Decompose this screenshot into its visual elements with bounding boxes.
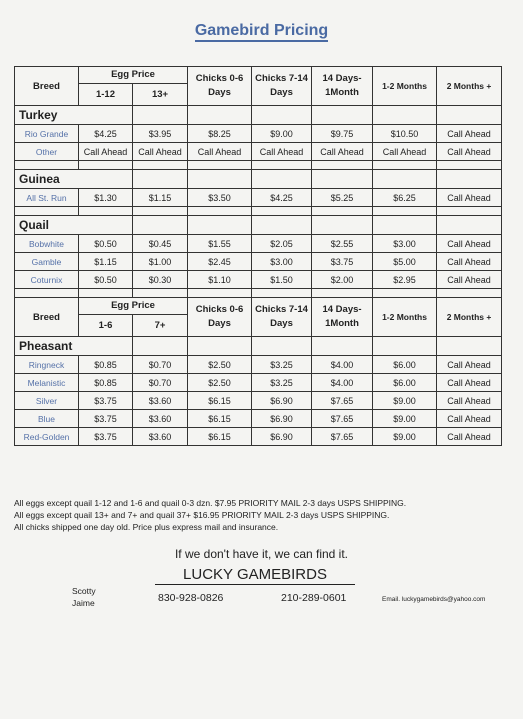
- price-cell: $5.25: [312, 189, 373, 207]
- spacer-row: [15, 161, 502, 170]
- spacer-row: [15, 289, 502, 298]
- breed-name: Red-Golden: [15, 428, 79, 446]
- empty-cell: [373, 161, 437, 170]
- column-header: 14 Days-1Month: [312, 67, 373, 106]
- price-cell: Call Ahead: [312, 143, 373, 161]
- price-cell: $2.00: [312, 271, 373, 289]
- header-row: [15, 67, 502, 84]
- table-row: [15, 271, 502, 289]
- empty-cell: [252, 207, 312, 216]
- section-title: Turkey: [15, 106, 133, 125]
- egg-price-header: Egg Price: [79, 67, 188, 84]
- price-cell: $3.00: [252, 253, 312, 271]
- price-cell: $1.55: [188, 235, 252, 253]
- empty-cell: [252, 289, 312, 298]
- empty-cell: [79, 161, 133, 170]
- contact-name: Jaime: [72, 598, 95, 608]
- empty-cell: [252, 161, 312, 170]
- empty-cell: [252, 106, 312, 125]
- price-cell: $0.70: [133, 356, 188, 374]
- price-cell: $3.00: [373, 235, 437, 253]
- empty-cell: [373, 216, 437, 235]
- price-cell: $2.45: [188, 253, 252, 271]
- empty-cell: [133, 170, 188, 189]
- breed-name: Melanistic: [15, 374, 79, 392]
- price-cell: $7.65: [312, 392, 373, 410]
- price-cell: Call Ahead: [373, 143, 437, 161]
- price-cell: $2.05: [252, 235, 312, 253]
- spacer-row: [15, 207, 502, 216]
- price-cell: $0.85: [79, 356, 133, 374]
- shipping-notes: [14, 497, 406, 533]
- empty-cell: [437, 161, 502, 170]
- price-cell: $3.75: [79, 392, 133, 410]
- price-cell: $4.00: [312, 374, 373, 392]
- phone-number: 210-289-0601: [281, 592, 347, 604]
- column-header: Chicks 7-14 Days: [252, 298, 312, 337]
- price-cell: $0.85: [79, 374, 133, 392]
- egg-column-header: 1-12: [79, 83, 133, 105]
- table-row: [15, 356, 502, 374]
- price-cell: $6.15: [188, 410, 252, 428]
- price-cell: Call Ahead: [188, 143, 252, 161]
- price-cell: Call Ahead: [133, 143, 188, 161]
- empty-cell: [437, 289, 502, 298]
- price-cell: $1.30: [79, 189, 133, 207]
- price-cell: $1.10: [188, 271, 252, 289]
- empty-cell: [437, 106, 502, 125]
- price-cell: $3.75: [79, 410, 133, 428]
- price-cell: $1.00: [133, 253, 188, 271]
- price-cell: Call Ahead: [437, 125, 502, 143]
- breed-name: All St. Run: [15, 189, 79, 207]
- breed-name: Other: [15, 143, 79, 161]
- price-cell: Call Ahead: [79, 143, 133, 161]
- egg-column-header: 7+: [133, 314, 188, 336]
- breed-name: Coturnix: [15, 271, 79, 289]
- empty-cell: [188, 161, 252, 170]
- breed-name: Rio Grande: [15, 125, 79, 143]
- table-row: [15, 410, 502, 428]
- price-cell: $3.25: [252, 356, 312, 374]
- empty-cell: [373, 106, 437, 125]
- price-cell: $3.75: [312, 253, 373, 271]
- empty-cell: [188, 106, 252, 125]
- table-row: [15, 392, 502, 410]
- empty-cell: [312, 207, 373, 216]
- price-cell: $3.60: [133, 410, 188, 428]
- price-cell: $6.00: [373, 356, 437, 374]
- price-cell: $6.00: [373, 374, 437, 392]
- empty-cell: [133, 106, 188, 125]
- breed-name: Bobwhite: [15, 235, 79, 253]
- column-header: 2 Months +: [437, 67, 502, 106]
- empty-cell: [133, 216, 188, 235]
- price-cell: $9.00: [373, 428, 437, 446]
- breed-header: Breed: [15, 298, 79, 337]
- empty-cell: [437, 216, 502, 235]
- egg-column-header: 13+: [133, 83, 188, 105]
- price-cell: $1.50: [252, 271, 312, 289]
- price-cell: $3.50: [188, 189, 252, 207]
- column-header: Chicks 0-6 Days: [188, 298, 252, 337]
- price-cell: Call Ahead: [437, 189, 502, 207]
- price-cell: $3.60: [133, 428, 188, 446]
- table-row: [15, 189, 502, 207]
- empty-cell: [133, 161, 188, 170]
- header-row: [15, 298, 502, 315]
- table-row: [15, 428, 502, 446]
- empty-cell: [15, 207, 79, 216]
- empty-cell: [188, 216, 252, 235]
- empty-cell: [437, 207, 502, 216]
- price-cell: Call Ahead: [437, 392, 502, 410]
- note-line: All eggs except quail 1-12 and 1-6 and quail 0-3 dzn. $7.95 PRIORITY MAIL 2-3 days USPS SHIPPING.: [14, 498, 407, 508]
- price-cell: $1.15: [79, 253, 133, 271]
- empty-cell: [15, 289, 79, 298]
- empty-cell: [312, 170, 373, 189]
- section-row: [15, 216, 502, 235]
- price-cell: $6.90: [252, 428, 312, 446]
- company-name: LUCKY GAMEBIRDS: [155, 566, 355, 585]
- section-row: [15, 170, 502, 189]
- price-cell: Call Ahead: [437, 271, 502, 289]
- table-row: [15, 235, 502, 253]
- price-cell: Call Ahead: [437, 410, 502, 428]
- empty-cell: [312, 106, 373, 125]
- empty-cell: [312, 216, 373, 235]
- empty-cell: [79, 289, 133, 298]
- price-cell: Call Ahead: [437, 428, 502, 446]
- empty-cell: [188, 337, 252, 356]
- empty-cell: [312, 161, 373, 170]
- price-cell: Call Ahead: [437, 143, 502, 161]
- section-title: Guinea: [15, 170, 133, 189]
- column-header: 14 Days-1Month: [312, 298, 373, 337]
- empty-cell: [79, 207, 133, 216]
- price-cell: $2.95: [373, 271, 437, 289]
- empty-cell: [15, 161, 79, 170]
- price-cell: $4.00: [312, 356, 373, 374]
- empty-cell: [188, 207, 252, 216]
- price-cell: Call Ahead: [437, 253, 502, 271]
- table-row: [15, 253, 502, 271]
- empty-cell: [252, 216, 312, 235]
- price-cell: $3.60: [133, 392, 188, 410]
- price-cell: $6.90: [252, 392, 312, 410]
- price-cell: Call Ahead: [437, 356, 502, 374]
- price-cell: $2.50: [188, 374, 252, 392]
- table-row: [15, 125, 502, 143]
- page-title: Gamebird Pricing: [0, 22, 523, 40]
- price-cell: $0.70: [133, 374, 188, 392]
- column-header: 1-2 Months: [373, 298, 437, 337]
- empty-cell: [252, 170, 312, 189]
- column-header: Chicks 7-14 Days: [252, 67, 312, 106]
- price-cell: $7.65: [312, 428, 373, 446]
- price-cell: $0.30: [133, 271, 188, 289]
- empty-cell: [133, 337, 188, 356]
- price-cell: $5.00: [373, 253, 437, 271]
- section-title: Quail: [15, 216, 133, 235]
- empty-cell: [133, 207, 188, 216]
- empty-cell: [373, 289, 437, 298]
- empty-cell: [437, 170, 502, 189]
- empty-cell: [133, 289, 188, 298]
- note-line: All eggs except quail 13+ and 7+ and quail 37+ $16.95 PRIORITY MAIL 2-3 days USPS SHIPPING.: [14, 510, 390, 520]
- breed-name: Blue: [15, 410, 79, 428]
- price-cell: $6.15: [188, 392, 252, 410]
- price-cell: $3.25: [252, 374, 312, 392]
- price-cell: $0.50: [79, 235, 133, 253]
- empty-cell: [312, 337, 373, 356]
- price-cell: $4.25: [79, 125, 133, 143]
- price-cell: $9.00: [373, 410, 437, 428]
- price-cell: $6.25: [373, 189, 437, 207]
- column-header: Chicks 0-6 Days: [188, 67, 252, 106]
- price-cell: $8.25: [188, 125, 252, 143]
- column-header: 2 Months +: [437, 298, 502, 337]
- price-cell: $4.25: [252, 189, 312, 207]
- empty-cell: [312, 289, 373, 298]
- column-header: 1-2 Months: [373, 67, 437, 106]
- breed-name: Ringneck: [15, 356, 79, 374]
- price-cell: $6.90: [252, 410, 312, 428]
- email-address: Email. luckygamebirds@yahoo.com: [382, 596, 486, 603]
- table-row: [15, 374, 502, 392]
- breed-name: Gamble: [15, 253, 79, 271]
- note-line: All chicks shipped one day old. Price plus express mail and insurance.: [14, 522, 279, 532]
- price-cell: Call Ahead: [252, 143, 312, 161]
- contact-name: Scotty: [72, 586, 96, 596]
- price-cell: $2.55: [312, 235, 373, 253]
- price-cell: $3.75: [79, 428, 133, 446]
- breed-header: Breed: [15, 67, 79, 106]
- egg-price-header: Egg Price: [79, 298, 188, 315]
- price-cell: $7.65: [312, 410, 373, 428]
- empty-cell: [373, 170, 437, 189]
- price-cell: Call Ahead: [437, 374, 502, 392]
- pricing-table: [14, 66, 502, 446]
- price-cell: $3.95: [133, 125, 188, 143]
- price-cell: $10.50: [373, 125, 437, 143]
- empty-cell: [252, 337, 312, 356]
- price-cell: $2.50: [188, 356, 252, 374]
- empty-cell: [373, 207, 437, 216]
- empty-cell: [437, 337, 502, 356]
- section-row: [15, 337, 502, 356]
- price-cell: $6.15: [188, 428, 252, 446]
- price-cell: $0.50: [79, 271, 133, 289]
- price-cell: $1.15: [133, 189, 188, 207]
- price-cell: $0.45: [133, 235, 188, 253]
- table-row: [15, 143, 502, 161]
- empty-cell: [188, 170, 252, 189]
- phone-number: 830-928-0826: [158, 592, 224, 604]
- breed-name: Silver: [15, 392, 79, 410]
- egg-column-header: 1-6: [79, 314, 133, 336]
- price-cell: $9.00: [373, 392, 437, 410]
- empty-cell: [188, 289, 252, 298]
- section-row: [15, 106, 502, 125]
- section-title: Pheasant: [15, 337, 133, 356]
- price-cell: $9.00: [252, 125, 312, 143]
- slogan: If we don't have it, we can find it.: [174, 547, 349, 561]
- price-cell: $9.75: [312, 125, 373, 143]
- empty-cell: [373, 337, 437, 356]
- price-cell: Call Ahead: [437, 235, 502, 253]
